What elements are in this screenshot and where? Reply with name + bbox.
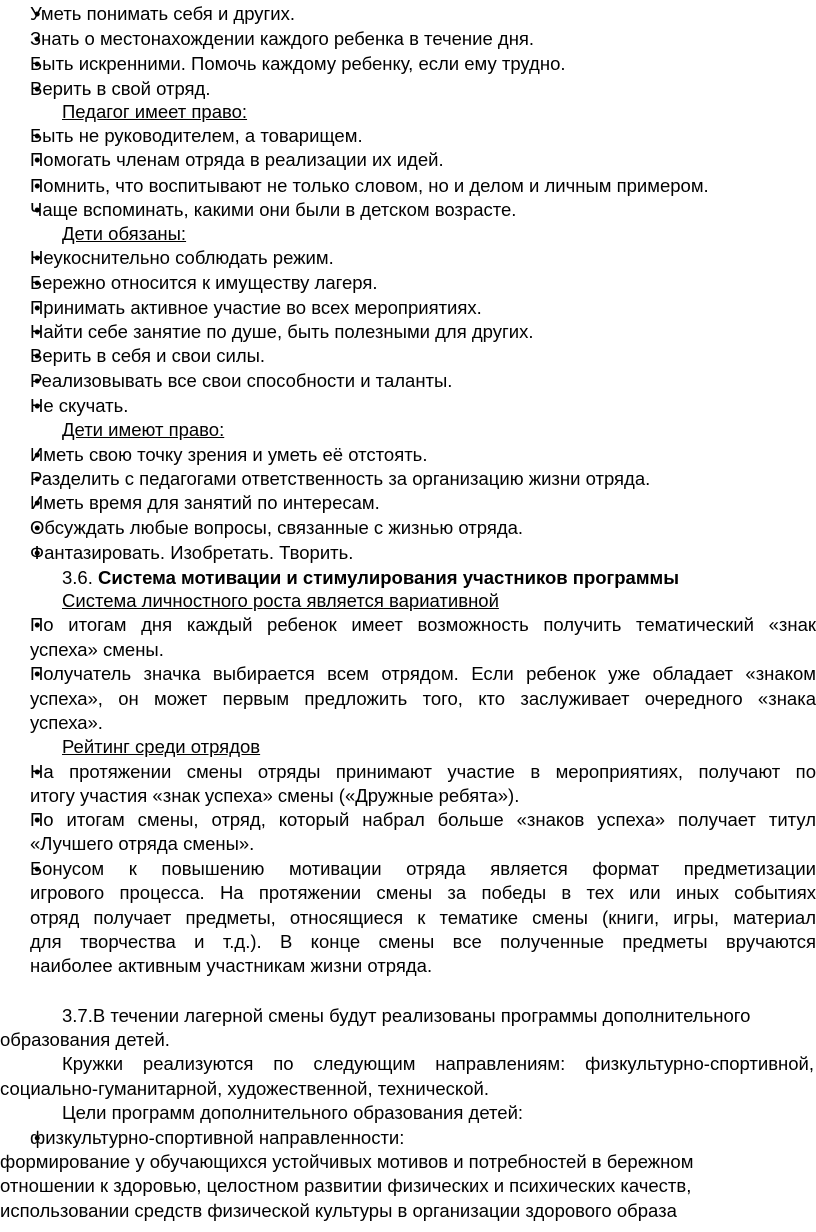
section-subheading: Дети имеют право: [62,419,225,440]
paragraph: Кружки реализуются по следующим направлениям: физкультурно-спортивной, [62,1053,814,1074]
list-item: • Получатель значка выбирается всем отрядом. Если ребенок уже обладает «знаком [30,662,816,686]
list-item: • Помогать членам отряда в реализации их идей. [30,148,816,172]
list-item: • По итогам дня каждый ребенок имеет возможность получить тематический «знак [30,613,816,637]
list-item: • Помнить, что воспитывают не только словом, но и делом и личным примером. [30,174,816,198]
paragraph-continuation: образования детей. [0,1029,170,1050]
list-item-continuation: успеха», он может первым предложить того, кто заслуживает очередного «знака [30,688,816,709]
list-item-continuation: отряд получает предметы, относящиеся к тематике смены (книги, игры, материал [30,907,816,928]
section-subheading: Система личностного роста является вариативной [62,590,499,611]
section-subheading: Педагог имеет право: [62,101,248,122]
list-item-continuation: успеха» смены. [30,639,164,660]
list-item: • По итогам смены, отряд, который набрал больше «знаков успеха» получает титул [30,808,816,832]
list-item: • Реализовывать все свои способности и таланты. [30,369,816,393]
list-item: • На протяжении смены отряды принимают участие в мероприятиях, получают по [30,760,816,784]
paragraph: 3.7.В течении лагерной смены будут реализованы программы дополнительного [62,1005,751,1026]
list-item: • Принимать активное участие во всех мероприятиях. [30,296,816,320]
section-subheading: Дети обязаны: [62,223,187,244]
section-subheading: Рейтинг среди отрядов [62,736,261,757]
list-item: • физкультурно-спортивной направленности: [30,1126,816,1150]
list-item-continuation: для творчества и т.д.). В конце смены все полученные предметы вручаются [30,931,816,952]
list-item-continuation: успеха». [30,712,103,733]
list-item: • Бонусом к повышению мотивации отряда является формат предметизации [30,857,816,881]
list-item: • Чаще вспоминать, какими они были в детском возрасте. [30,198,816,222]
paragraph: Цели программ дополнительного образования детей: [62,1102,524,1123]
list-item: • Неукоснительно соблюдать режим. [30,246,816,270]
list-item-continuation: итогу участия «знак успеха» смены («Дружные ребята»). [30,785,520,806]
list-item: • Быть не руководителем, а товарищем. [30,124,816,148]
list-item-continuation: игрового процесса. На протяжении смены за победы в тех или иных событиях [30,882,816,903]
list-item: • Верить в свой отряд. [30,77,816,101]
list-item-continuation: наиболее активным участникам жизни отряда. [30,955,433,976]
list-item: • Фантазировать. Изобретать. Творить. [30,541,816,565]
list-item: • Не скучать. [30,394,816,418]
list-item: • Знать о местонахождении каждого ребенка в течение дня. [30,27,816,51]
list-item: • Найти себе занятие по душе, быть полезными для других. [30,320,816,344]
paragraph: использовании средств физической культуры в организации здорового образа [0,1200,677,1221]
list-item: • Разделить с педагогами ответственность за организацию жизни отряда. [30,467,816,491]
paragraph-continuation: социально-гуманитарной, художественной, технической. [0,1078,489,1099]
paragraph: формирование у обучающихся устойчивых мотивов и потребностей в бережном [0,1151,694,1172]
list-item: • Иметь время для занятий по интересам. [30,491,816,515]
section-heading: 3.6. Система мотивации и стимулирования участников программы [62,567,680,588]
paragraph: отношении к здоровью, целостном развитии физических и психических качеств, [0,1175,692,1196]
list-item: • Бережно относится к имуществу лагеря. [30,271,816,295]
list-item: • Верить в себя и свои силы. [30,344,816,368]
list-item: • Уметь понимать себя и других. [30,2,816,26]
list-item: • Быть искренними. Помочь каждому ребенку, если ему трудно. [30,52,816,76]
list-item: • Обсуждать любые вопросы, связанные с жизнью отряда. [30,516,816,540]
list-item-continuation: «Лучшего отряда смены». [30,833,255,854]
list-item: • Иметь свою точку зрения и уметь её отстоять. [30,443,816,467]
